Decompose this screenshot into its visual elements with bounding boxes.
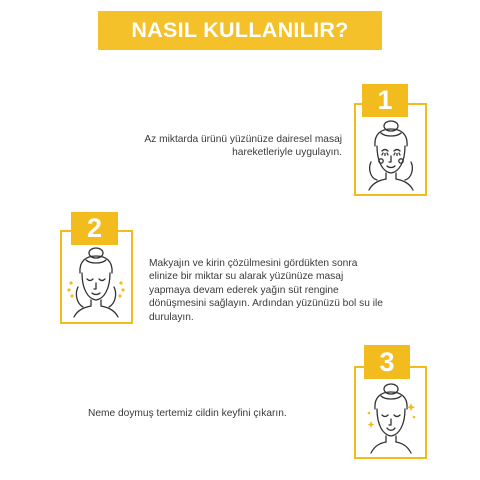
title-banner bbox=[98, 11, 382, 50]
step-2-line: yapmaya devam ederek yağın süt rengine bbox=[149, 284, 339, 296]
step-3-description bbox=[88, 407, 287, 420]
step-2-number: 2 bbox=[86, 213, 103, 243]
face-rinse-icon bbox=[64, 245, 128, 319]
step-2-line: Makyajın ve kirin çözülmesini gördükten sonra bbox=[149, 258, 358, 269]
step-1-number-badge bbox=[362, 84, 408, 117]
step-3-line: Neme doymuş tertemiz cildin keyfini çıkarın. bbox=[88, 408, 287, 419]
page-title: NASIL KULLANILIR? bbox=[131, 18, 349, 42]
step-2-line: elinize bir miktar su alarak yüzünüze masaj bbox=[149, 271, 344, 283]
step-2-line: durulayın. bbox=[149, 311, 194, 323]
step-2-description bbox=[149, 257, 383, 324]
step-1-number: 1 bbox=[377, 85, 393, 115]
step-2-line: dönüşmesini sağlayın. Ardından yüzünüzü bol su ile bbox=[149, 298, 383, 310]
step-1-line: hareketleriyle uygulayın. bbox=[232, 147, 342, 159]
face-massage-icon bbox=[359, 118, 423, 192]
step-1-line: Az miktarda ürünü yüzünüze dairesel masaj bbox=[144, 134, 342, 145]
step-3-number-badge bbox=[364, 345, 410, 379]
step-2-number-badge bbox=[71, 212, 118, 245]
step-1-description bbox=[88, 133, 342, 160]
face-glow-icon bbox=[359, 381, 423, 455]
step-3-number: 3 bbox=[379, 346, 395, 377]
